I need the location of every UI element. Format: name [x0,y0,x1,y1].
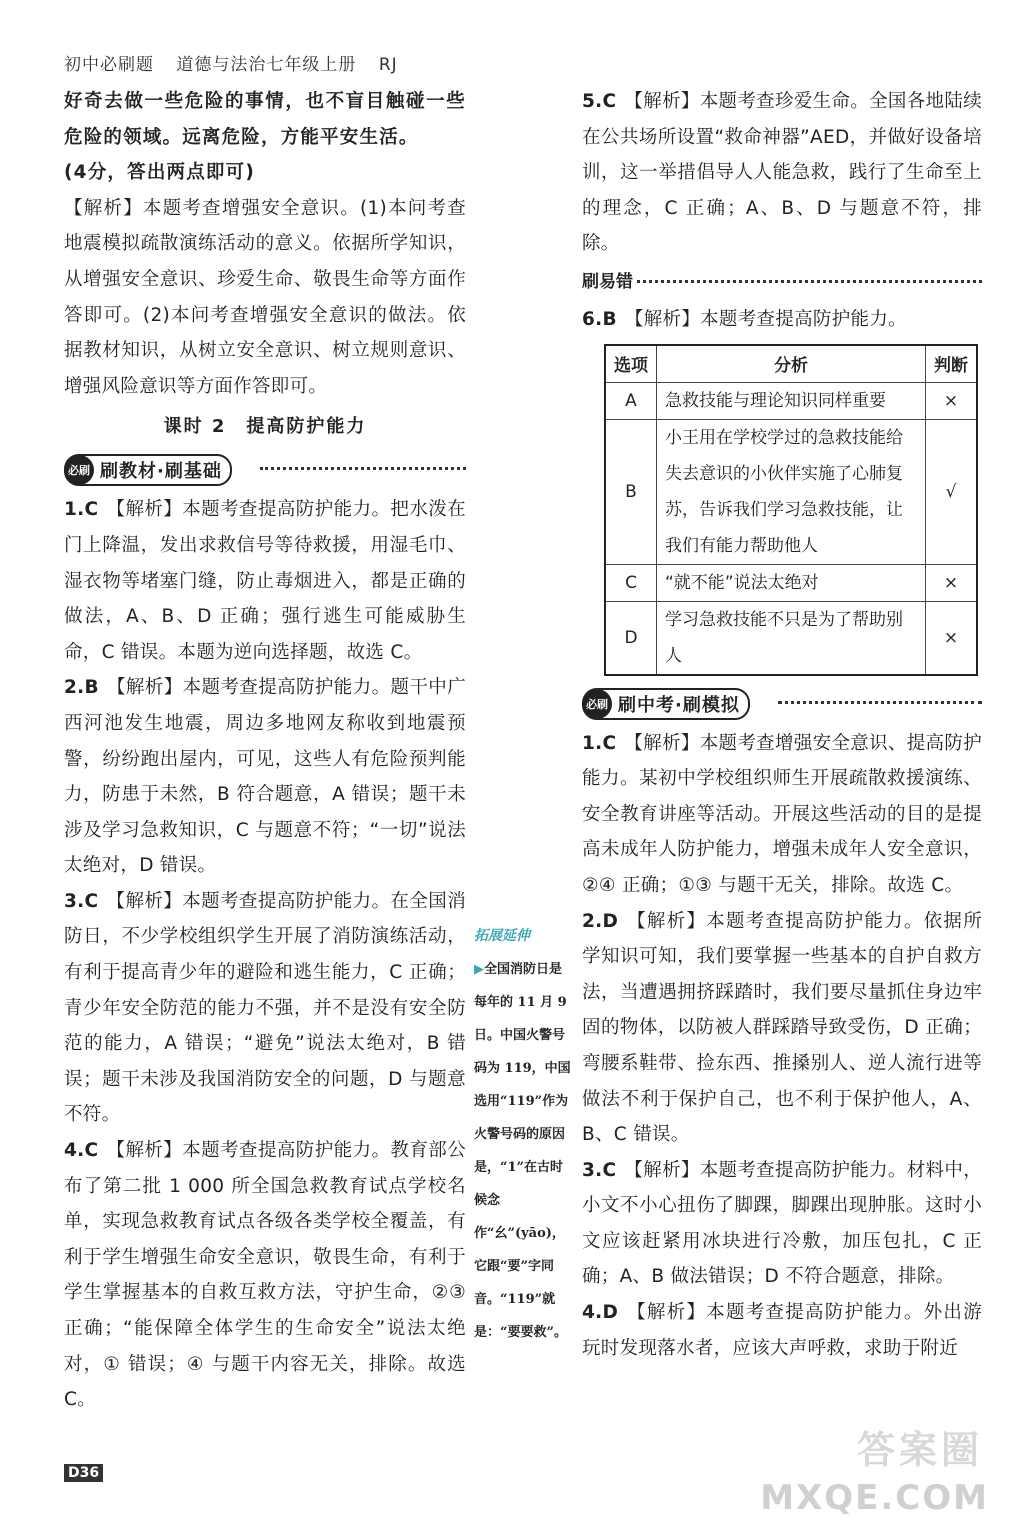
page-header [64,50,414,75]
right-column [582,84,982,1366]
question-2: 2.B 【解析】本题考查提高防护能力。题干中广西河池发生地震，周边多地网友称收到地震预警，纷纷跑出屋内，可见，这些人有危险预判能力，防患于未然，B 符合题意，A 错误；题干未涉及学习急救知识，C 与题意不符；“一切”说法太绝对，D 错误。 [64,677,466,877]
section-banner-exam [582,688,982,720]
analysis-table [604,344,978,676]
badge-icon: 必刷 [582,689,612,719]
book-title: 初中必刷题 [64,55,154,75]
table-header-row [605,345,977,383]
table-cell: × [926,564,978,601]
table-row [605,382,977,419]
mock-question-1: 1.C 【解析】本题考查增强安全意识、提高防护能力。某初中学校组织师生开展疏散救援演练、安全教育讲座等活动。开展这些活动的目的是提高未成年人防护能力，增强未成年人安全意识，②④ 正确；①③ 与题干无关，排除。故选 C。 [582,732,982,896]
table-cell: “就不能”说法太绝对 [657,564,926,601]
table-cell: × [926,382,978,419]
banner-title: 刷中考·刷模拟 [618,694,740,716]
question-5: 5.C 【解析】本题考查珍爱生命。全国各地陆续在公共场所设置“救命神器”AED，并做好设备培训，这一举措倡导人人能急救，践行了生命至上的理念，C 正确；A、B、D 与题意不符，排除。 [582,91,982,255]
section-banner-basic [64,454,466,486]
edition-label: RJ [378,55,398,75]
dotted-divider [637,280,982,283]
banner-badge [64,454,232,486]
watermark-url: MXQE.COM [760,1478,989,1518]
table-row [605,419,977,564]
table-header: 分析 [657,345,926,383]
score-note: (4分，答出两点即可) [64,162,255,184]
question-3: 3.C 【解析】本题考查提高防护能力。在全国消防日，不少学校组织学生开展了消防演练活动，有利于提高青少年的避险和逃生能力，C 正确；青少年安全防范的能力不强，并不是没有安全防范的能力，A 错误；“避免”说法太绝对，B 错误；题干未涉及我国消防安全的问题，D 与题意不符。 [64,890,466,1126]
analysis-paragraph: 【解析】本题考查增强安全意识。(1)本问考查地震模拟疏散演练活动的意义。依据所学知识，从增强安全意识、珍爱生命、敬畏生命等方面作答即可。(2)本问考查增强安全意识的做法。依据教材知识，从树立安全意识、树立规则意识、增强风险意识等方面作答即可。 [64,197,466,397]
subject-title: 道德与法治七年级上册 [176,55,357,75]
triangle-icon: ▶ [474,962,484,977]
question-4: 4.C 【解析】本题考查提高防护能力。教育部公布了第二批 1 000 所全国急救教育试点学校名单，实现急救教育试点各级各类学校全覆盖，有利于学生增强生命安全意识，敬畏生命，有利于学生掌握基本的自救互救方法，守护生命，②③ 正确；“能保障全体学生的生命安全”说法太绝对，① 错误；④ 与题干内容无关，排除。故选 C。 [64,1140,466,1411]
table-cell: D [605,601,657,675]
easy-mistake-heading: 刷易错 [582,262,982,302]
table-cell: × [926,601,978,675]
badge-icon: 必刷 [64,455,94,485]
page-number: D36 [64,1464,103,1482]
table-cell: 学习急救技能不只是为了帮助别人 [657,601,926,675]
left-column [64,84,466,1418]
question-6: 6.B 【解析】本题考查提高防护能力。 [582,308,907,330]
table-cell: A [605,382,657,419]
table-header: 选项 [605,345,657,383]
sidebar-extension [474,920,574,1349]
sidebar-text: ▶全国消防日是每年的 11 月 9 日。中国火警号码为 119，中国选用“119”作为火警号码的原因是，“1”在古时候念作“幺”(yāo)，它跟“要”字同音。“119”就是：“要要救”。 [474,962,571,1340]
table-cell: √ [926,419,978,564]
table-row [605,601,977,675]
mock-question-2: 2.D 【解析】本题考查提高防护能力。依据所学知识可知，我们要掌握一些基本的自护自救方法，当遭遇拥挤踩踏时，我们要尽量抓住身边牢固的物体，以防被人群踩踏导致受伤，D 正确；弯腰系鞋带、捡东西、推搡别人、逆人流行进等做法不利于保护自己，也不利于保护他人，A、B、C 错误。 [582,910,982,1146]
sidebar-title: 拓展延伸 [474,928,530,944]
table-cell: C [605,564,657,601]
table-cell: 小王用在学校学过的急救技能给失去意识的小伙伴实施了心肺复苏，告诉我们学习急救技能，让我们有能力帮助他人 [657,419,926,564]
dotted-divider [260,467,466,470]
table-cell: 急救技能与理论知识同样重要 [657,382,926,419]
mock-question-4: 4.D 【解析】本题考查提高防护能力。外出游玩时发现落水者，应该大声呼救，求助于附近 [582,1302,982,1359]
dotted-divider [778,701,982,704]
watermark-logo: 答案圈 [856,1428,983,1472]
table-row [605,564,977,601]
banner-badge [582,688,750,720]
banner-title: 刷教材·刷基础 [100,461,222,483]
mock-question-3: 3.C 【解析】本题考查提高防护能力。材料中，小文不小心扭伤了脚踝，脚踝出现肿胀。这时小文应该赶紧用冰块进行冷敷，加压包扎，C 正确；A、B 做法错误；D 不符合题意，排除。 [582,1159,982,1288]
table-header: 判断 [926,345,978,383]
lesson-title: 课时 2 提高防护能力 [163,416,367,438]
table-cell: B [605,419,657,564]
question-1: 1.C 【解析】本题考查提高防护能力。把水泼在门上降温，发出求救信号等待救援，用湿毛巾、湿衣物等堵塞门缝，防止毒烟进入，都是正确的做法，A、B、D 正确；强行逃生可能威胁生命，C 错误。本题为逆向选择题，故选 C。 [64,499,466,663]
answer-text-continued: 好奇去做一些危险的事情，也不盲目触碰一些危险的领域。远离危险，方能平安生活。 [64,91,466,148]
